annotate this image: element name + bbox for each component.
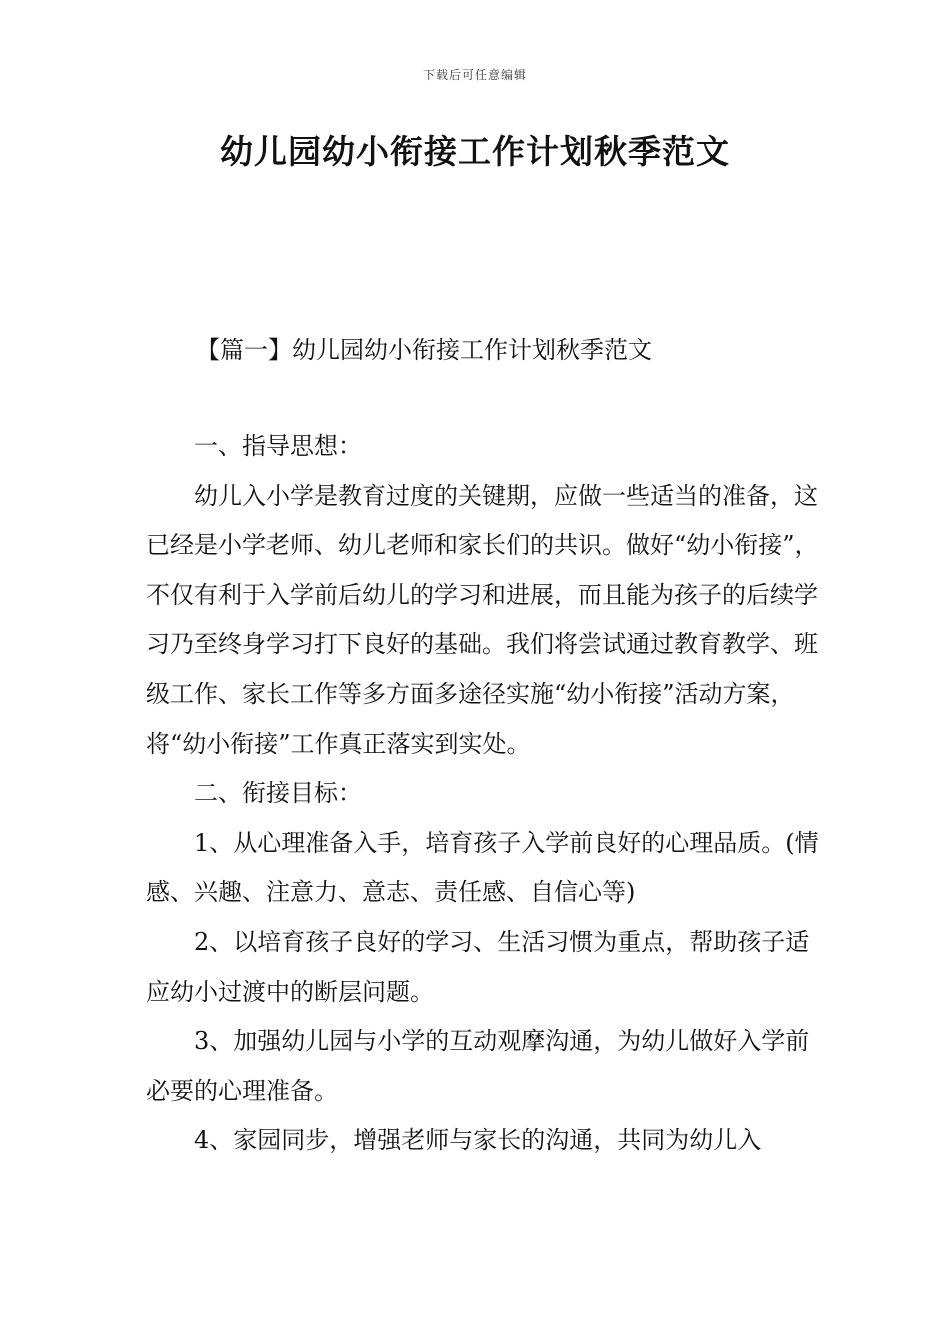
section-title: 【篇一】幼儿园幼小衔接工作计划秋季范文 <box>196 336 652 364</box>
paragraph-guiding-idea: 幼儿入小学是教育过度的关键期，应做一些适当的准备，这已经是小学老师、幼儿老师和家长们的共识。做好“幼小衔接”，不仅有利于入学前后幼儿的学习和进展，而且能为孩子的后续学习乃至终身学习打下良好的基础。我们将尝试通过教育教学、班级工作、家长工作等多方面多途径实施“幼小衔接”活动方案，将“幼小衔接”工作真正落实到实处。 <box>146 481 819 758</box>
paragraph-goal-4: 4、家园同步，增强老师与家长的沟通，共同为幼儿入 <box>194 1126 762 1155</box>
paragraph-goal-1: 1、从心理准备入手，培育孩子入学前良好的心理品质。(情感、兴趣、注意力、意志、责任感、自信心等) <box>146 828 819 907</box>
paragraph-goal-3: 3、加强幼儿园与小学的互动观摩沟通，为幼儿做好入学前必要的心理准备。 <box>146 1027 810 1105</box>
paragraph-goal-2: 2、以培育孩子良好的学习、生活习惯为重点，帮助孩子适应幼小过渡中的断层问题。 <box>146 927 810 1006</box>
header-note: 下载后可任意编辑 <box>422 68 527 82</box>
paragraph-guiding-idea-heading: 一、指导思想： <box>194 432 362 460</box>
document-title: 幼儿园幼小衔接工作计划秋季范文 <box>220 132 730 171</box>
paragraph-goals-heading: 二、衔接目标： <box>194 779 362 808</box>
document-body <box>146 422 826 1166</box>
